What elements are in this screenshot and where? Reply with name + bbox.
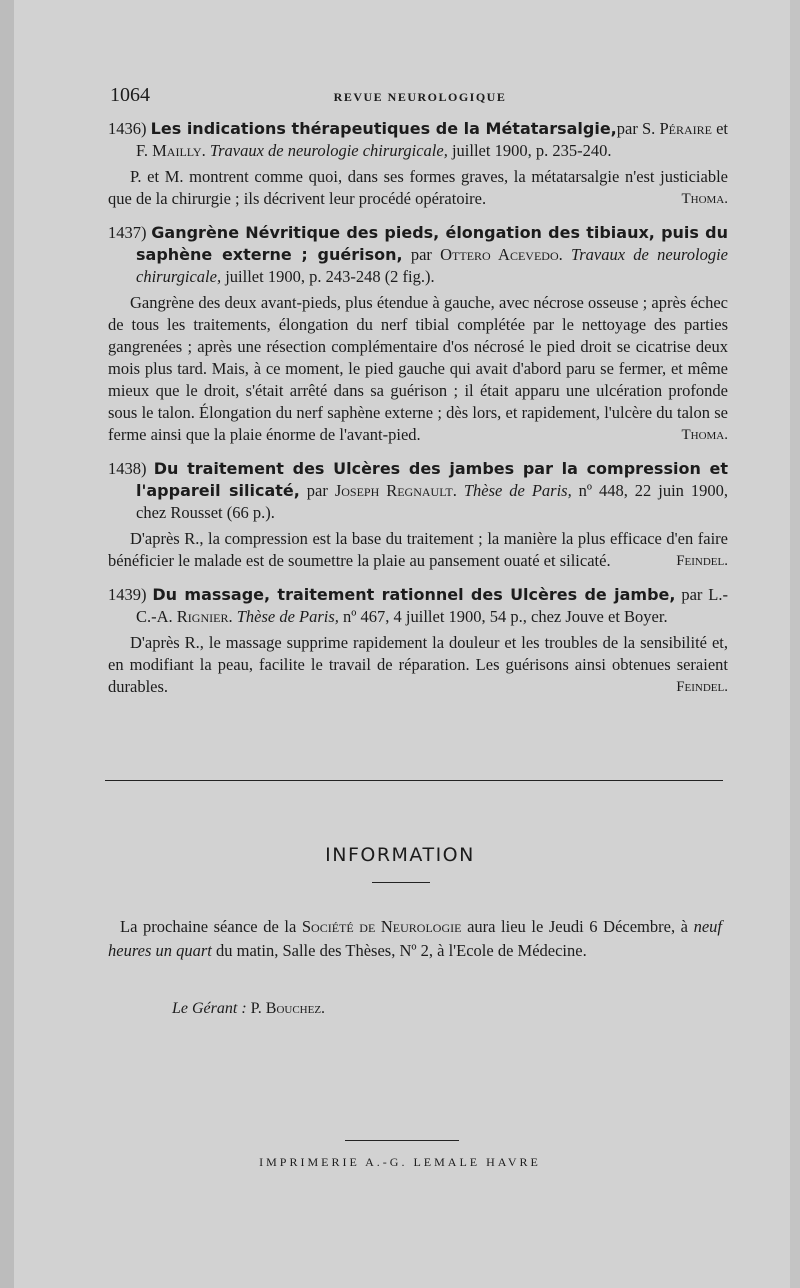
gerant-name: Bouchez. xyxy=(265,1000,326,1017)
entry-separator: . xyxy=(558,245,571,264)
entry-signature: Feindel. xyxy=(676,679,728,695)
information-text-part: du matin, Salle des Thèses, Nº 2, à l'Ecole de Médecine. xyxy=(211,940,587,960)
entry-body-text: P. et M. montrent comme quoi, dans ses formes graves, la métatarsalgie n'est justiciable que de la chirurgie ; ils décrivent leur procédé opératoire. xyxy=(108,167,728,208)
entry-date: juillet 1900, p. 243-248 (2 fig.). xyxy=(221,267,435,286)
information-text xyxy=(108,915,722,963)
entry-conjunction: et F. xyxy=(136,119,729,160)
entry-citation xyxy=(108,458,728,524)
entry-source: Thèse de Paris, xyxy=(236,607,339,626)
entry-author: Ottero Acevedo xyxy=(440,245,559,264)
footer-rule xyxy=(345,1140,459,1141)
entry-signature: Feindel. xyxy=(676,553,728,569)
entry-citation xyxy=(108,118,728,162)
entry-source: Travaux de neurologie chirurgicale, xyxy=(136,245,728,286)
entry-citation xyxy=(108,584,728,628)
meeting-time: neuf heures un quart xyxy=(108,916,722,960)
entry-body xyxy=(108,292,728,446)
abstract-entry-1436 xyxy=(108,118,728,210)
entry-number: 1439) xyxy=(108,585,147,604)
page-header xyxy=(110,84,730,108)
entry-separator: . xyxy=(452,481,464,500)
society-name: Société de Neurologie xyxy=(301,916,462,936)
entry-number: 1438) xyxy=(108,459,147,478)
entry-title: Gangrène Névritique des pieds, élongation des tibiaux, puis du saphène externe ; guérison, xyxy=(136,223,729,264)
entry-separator: . xyxy=(228,607,237,626)
abstracts-section xyxy=(108,118,728,710)
information-text-part: aura lieu le Jeudi 6 Décembre, à xyxy=(461,916,694,936)
abstract-entry-1437 xyxy=(108,222,728,446)
entry-title: Les indications thérapeutiques de la Métatarsalgie, xyxy=(150,119,617,138)
heading-underline xyxy=(372,882,430,883)
entry-by: par L.-C.-A. xyxy=(136,585,728,626)
abstract-entry-1439 xyxy=(108,584,728,698)
printer-imprint: IMPRIMERIE A.-G. LEMALE HAVRE xyxy=(259,1155,541,1169)
entry-by: par xyxy=(299,481,335,500)
gerant-initial: P. xyxy=(246,1000,266,1017)
entry-date: nº 467, 4 juillet 1900, 54 p., chez Jouve et Boyer. xyxy=(338,607,668,626)
abstract-entry-1438 xyxy=(108,458,728,572)
entry-author: Mailly xyxy=(152,141,202,160)
gerant-label: Le Gérant : xyxy=(172,1000,247,1017)
entry-date: nº 448, 22 juin 1900, chez Rousset (66 p.). xyxy=(136,481,728,522)
entry-signature: Thoma. xyxy=(681,427,728,443)
entry-date: juillet 1900, p. 235-240. xyxy=(447,141,612,160)
entry-citation xyxy=(108,222,728,288)
entry-title: Du traitement des Ulcères des jambes par la compression et l'appareil silicaté, xyxy=(136,459,729,500)
entry-by: par S. xyxy=(616,119,660,138)
entry-body xyxy=(108,166,728,210)
entry-body-text: D'après R., la compression est la base du traitement ; la manière la plus efficace d'en faire bénéficier le malade est de soumettre la plaie au pansement ouaté et silicaté. xyxy=(108,529,728,570)
entry-body-text: Gangrène des deux avant-pieds, plus étendue à gauche, avec nécrose osseuse ; après échec de tous les traitements, élongation du nerf tibial complétée par le nettoyage des parties gangrenées ; après une résection complémentaire d'os nécrosé le pied droit se cicatrise deux mois plus tard. Mais, à ce moment, le pied gauche qui avait d'abord paru se fermer, et même mieux que le droit, s'était arrêté dans sa guérison ; il était apparu une ulcération profonde sous le talon. Élongation du nerf saphène externe ; dès lors, et rapidement, l'ulcère du talon se ferme ainsi que la plaie énorme de l'avant-pied. xyxy=(108,293,728,444)
entry-title: Du massage, traitement rationnel des Ulcères de jambe, xyxy=(152,585,676,604)
entry-number: 1436) xyxy=(108,119,147,138)
entry-signature: Thoma. xyxy=(681,191,728,207)
page-number: 1064 xyxy=(110,84,150,106)
entry-author: Rignier xyxy=(176,607,229,626)
running-title: REVUE NEUROLOGIQUE xyxy=(333,90,507,104)
gerant-line xyxy=(172,1000,325,1018)
entry-body-text: D'après R., le massage supprime rapidement la douleur et les troubles de la sensibilité et, en modifiant la peau, facilite le travail de réparation. Les guérisons ainsi obtenues seraient durables. xyxy=(108,633,728,696)
entry-author: Péraire xyxy=(659,119,712,138)
entry-author: Joseph Regnault xyxy=(334,481,453,500)
information-text-part: La prochaine séance de la xyxy=(120,916,302,936)
entry-source: Travaux de neurologie chirurgicale, xyxy=(209,141,448,160)
entry-body xyxy=(108,528,728,572)
information-heading: INFORMATION xyxy=(325,844,475,866)
section-divider xyxy=(105,780,723,781)
entry-separator: . xyxy=(201,141,210,160)
entry-number: 1437) xyxy=(108,223,147,242)
entry-source: Thèse de Paris, xyxy=(463,481,572,500)
entry-by: par xyxy=(402,245,441,264)
entry-body xyxy=(108,632,728,698)
